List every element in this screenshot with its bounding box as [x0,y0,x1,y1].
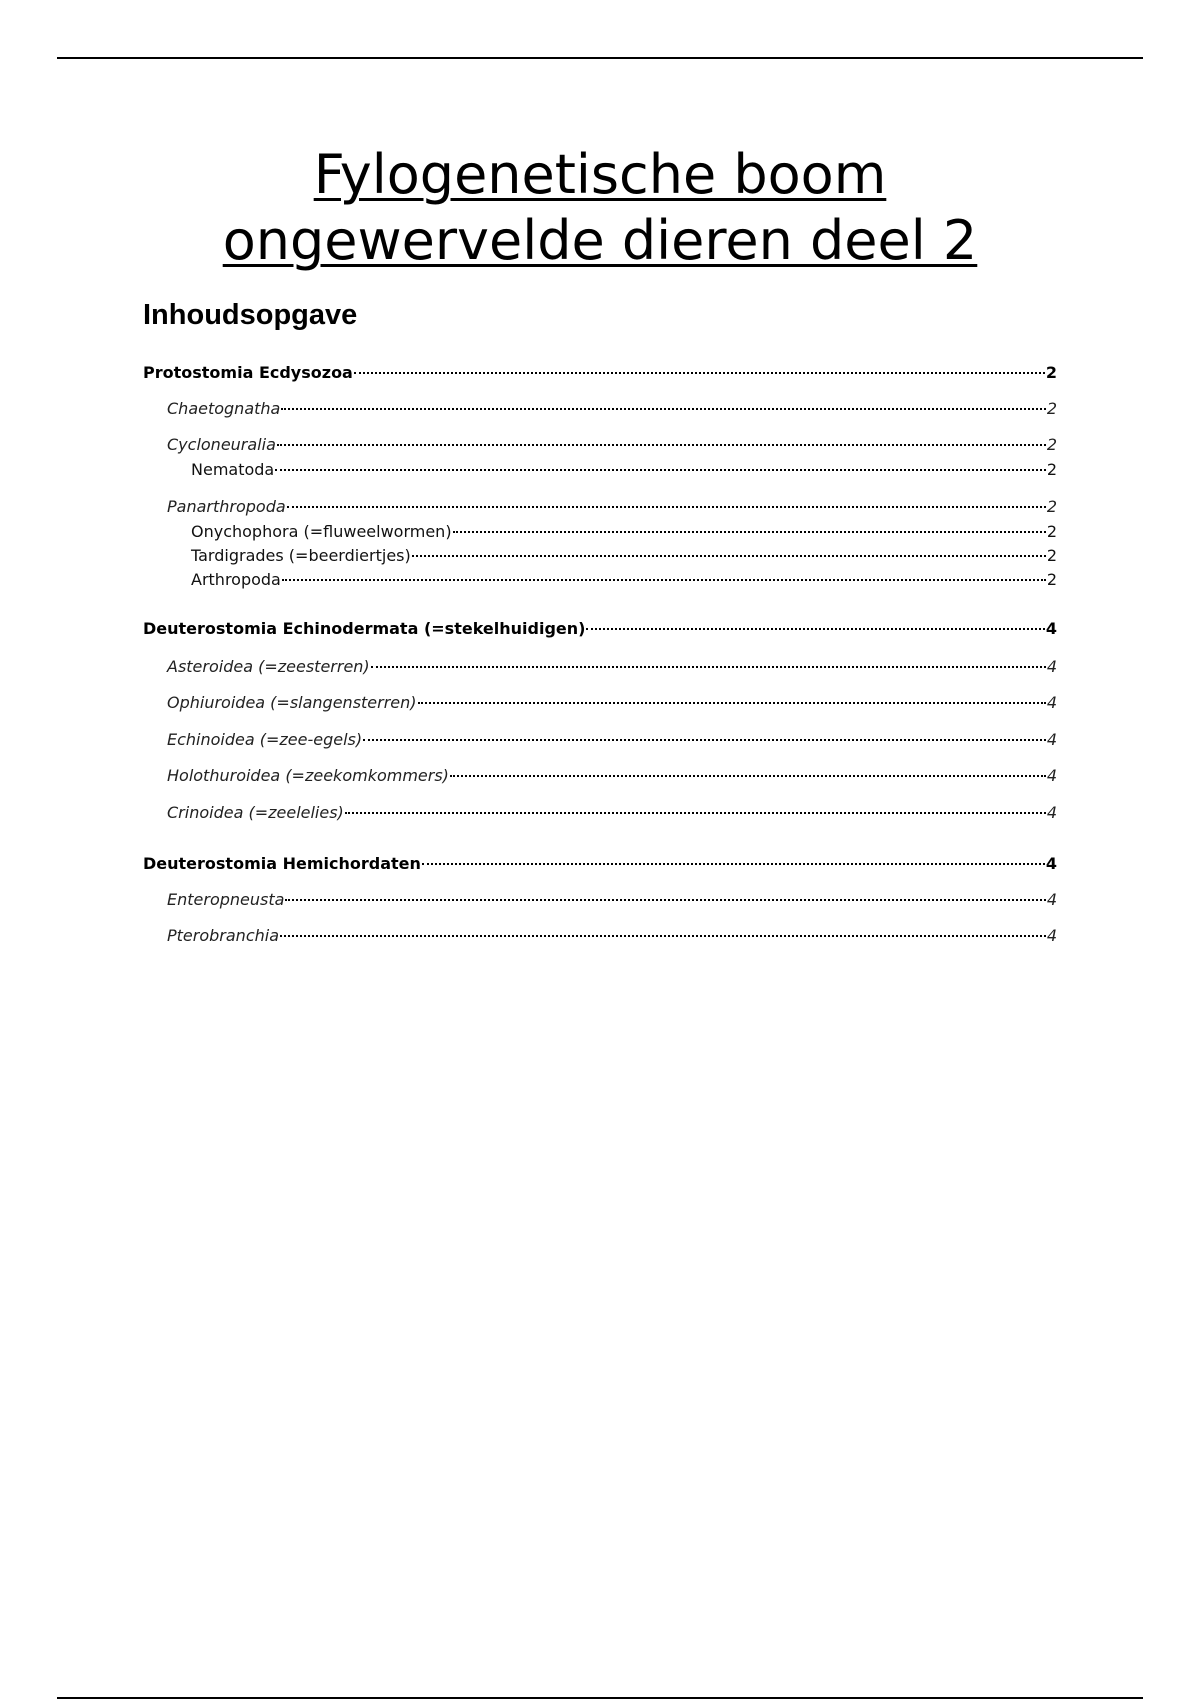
toc-entry-label: Nematoda [191,460,275,479]
toc-entry-label: Holothuroidea (=zeekomkommers) [167,766,449,785]
toc-page-number: 2 [1046,522,1057,541]
toc-entry-label: Arthropoda [191,570,281,589]
title-line-1: Fylogenetische boom [313,143,887,206]
toc-entry-label: Asteroidea (=zeesterren) [167,657,370,676]
toc-page-number: 2 [1046,460,1057,479]
toc-leader [422,863,1045,865]
toc-leader [280,935,1046,937]
toc-entry-asteroidea[interactable] [167,657,1057,677]
toc-page-number: 2 [1046,570,1057,589]
toc-leader [287,506,1046,508]
toc-leader [586,628,1044,630]
toc-entry-label: Chaetognatha [167,399,281,418]
toc-entry-label: Enteropneusta [167,890,285,909]
toc-leader [371,666,1046,668]
toc-leader [363,739,1046,741]
toc-page-number: 4 [1046,766,1057,785]
toc-page-number: 4 [1046,803,1057,822]
toc-entry-pterobranchia[interactable] [167,926,1057,946]
toc-entry-label: Panarthropoda [167,497,286,516]
toc-entry-crinoidea[interactable] [167,803,1057,823]
toc-entry-label: Echinoidea (=zee-egels) [167,730,363,749]
toc-entry-nematoda[interactable] [191,460,1057,480]
toc-page-number: 4 [1046,890,1057,909]
toc-entry-protostomia-ecdysozoa[interactable] [143,363,1057,383]
toc-entry-label: Protostomia Ecdysozoa [143,363,353,382]
toc-leader [277,444,1046,446]
toc-page-number: 2 [1046,546,1057,565]
toc-entry-label: Pterobranchia [167,926,279,945]
toc-page-number: 4 [1046,730,1057,749]
toc-entry-label: Ophiuroidea (=slangensterren) [167,693,417,712]
toc-entry-label: Tardigrades (=beerdiertjes) [191,546,411,565]
toc-page-number: 2 [1046,497,1057,516]
toc-leader [450,775,1046,777]
toc-page-number: 2 [1046,435,1057,454]
toc-page-number: 4 [1046,657,1057,676]
toc-entry-chaetognatha[interactable] [167,399,1057,419]
toc-entry-label: Deuterostomia Echinodermata (=stekelhuidigen) [143,619,586,638]
toc-leader [453,531,1046,533]
toc-entry-holothuroidea[interactable] [167,766,1057,786]
toc-leader [281,408,1045,410]
toc-entry-deuterostomia-echinodermata[interactable] [143,619,1057,639]
toc-leader [275,469,1046,471]
toc-leader [418,702,1046,704]
toc-entry-onychophora[interactable] [191,522,1057,542]
toc-page-number: 4 [1046,693,1057,712]
toc-leader [412,555,1046,557]
toc-page-number: 4 [1045,854,1057,873]
toc-entry-deuterostomia-hemichordaten[interactable] [143,854,1057,874]
toc-entry-label: Deuterostomia Hemichordaten [143,854,421,873]
toc-leader [354,372,1045,374]
toc-entry-label: Onychophora (=fluweelwormen) [191,522,452,541]
toc-entry-arthropoda[interactable] [191,570,1057,590]
toc-leader [345,812,1046,814]
toc-entry-panarthropoda[interactable] [167,497,1057,517]
toc-page-number: 4 [1046,926,1057,945]
toc-entry-cycloneuralia[interactable] [167,435,1057,455]
toc-heading: Inhoudsopgave [143,299,358,331]
toc-entry-label: Crinoidea (=zeelelies) [167,803,344,822]
toc-entry-tardigrades[interactable] [191,546,1057,566]
toc-entry-echinoidea[interactable] [167,730,1057,750]
toc-page-number: 2 [1045,363,1057,382]
footer-rule [57,1697,1143,1699]
toc-leader [285,899,1045,901]
toc-page-number: 2 [1046,399,1057,418]
toc-entry-enteropneusta[interactable] [167,890,1057,910]
toc-entry-ophiuroidea[interactable] [167,693,1057,713]
toc-page-number: 4 [1045,619,1057,638]
toc-entry-label: Cycloneuralia [167,435,276,454]
toc-leader [282,579,1046,581]
title-line-2: ongewervelde dieren deel 2 [222,209,978,272]
